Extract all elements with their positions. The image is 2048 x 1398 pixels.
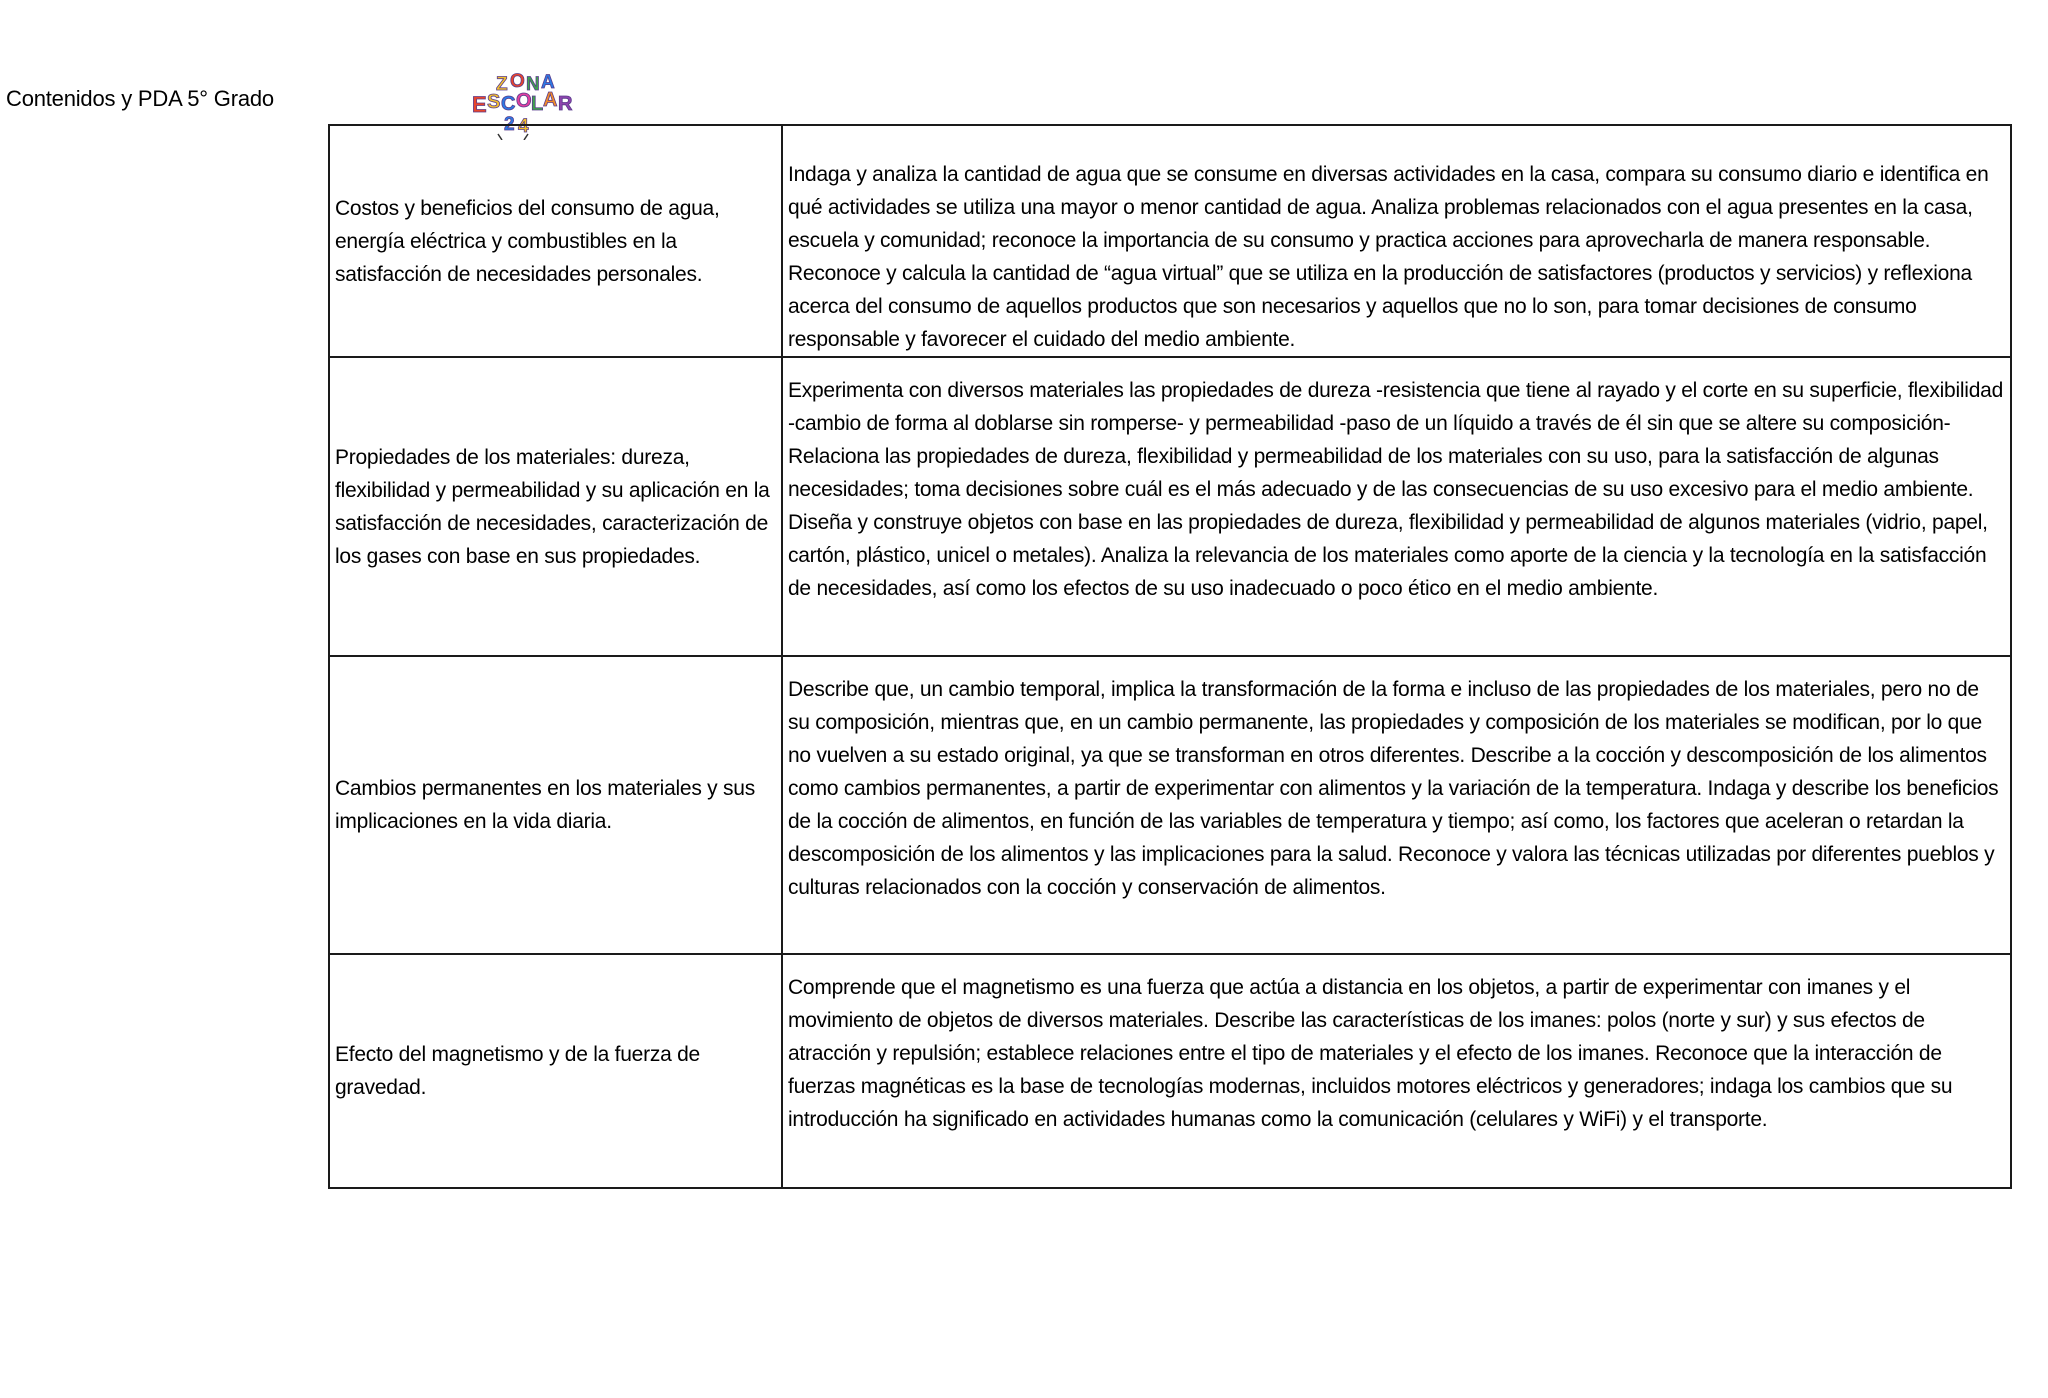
contenido-cell — [329, 954, 782, 1188]
svg-text:R: R — [558, 93, 573, 115]
pda-cell — [782, 656, 2011, 954]
svg-text:L: L — [531, 93, 544, 115]
pda-cell — [782, 125, 2011, 357]
pda-text: Experimenta con diversos materiales las propiedades de dureza -resistencia que tiene al rayado y el corte en su superficie, flexibilidad -cambio de forma al doblarse sin romperse- y permeabilidad -paso de un líquido a través de él sin que se altere su composición- Relaciona las propiedades de dureza, flexibilidad y permeabilidad de los materiales con su uso, para la satisfacción de algunas necesidades; toma decisiones sobre cuál es el más adecuado y de las consecuencias de su uso excesivo para el medio ambiente. Diseña y construye objetos con base en las propiedades de dureza, flexibilidad y permeabilidad de algunos materiales (vidrio, papel, cartón, plástico, unicel o metales). Analiza la relevancia de los materiales como aporte de la ciencia y la tecnología en la satisfacción de necesidades, así como los efectos de su uso inadecuado o poco ético en el medio ambiente. — [788, 379, 2004, 600]
table-row — [329, 125, 2011, 357]
contenido-text: Efecto del magnetismo y de la fuerza de gravedad. — [335, 1043, 700, 1099]
contents-pda-table — [328, 124, 2012, 1189]
contenido-text: Cambios permanentes en los materiales y sus implicaciones en la vida diaria. — [335, 777, 755, 833]
table-row — [329, 656, 2011, 954]
pda-cell — [782, 954, 2011, 1188]
table-row — [329, 954, 2011, 1188]
svg-text:E: E — [472, 92, 487, 117]
contenido-text: Costos y beneficios del consumo de agua, energía eléctrica y combustibles en la satisfacción de necesidades personales. — [335, 196, 720, 286]
svg-text:C: C — [501, 93, 516, 115]
svg-text:N: N — [526, 74, 540, 95]
table-row — [329, 357, 2011, 656]
svg-text:O: O — [516, 90, 532, 112]
contenido-text: Propiedades de los materiales: dureza, flexibilidad y permeabilidad y su aplicación en la satisfacción de necesidades, caracterización de los gases con base en sus propiedades. — [335, 445, 770, 568]
contenido-cell — [329, 656, 782, 954]
pda-text: Comprende que el magnetismo es una fuerza que actúa a distancia en los objetos, a partir de experimentar con imanes y el movimiento de objetos de diversos materiales. Describe las características de los imanes: polos (norte y sur) y sus efectos de atracción y repulsión; establece relaciones entre el tipo de materiales y el efecto de los imanes. Reconoce que la interacción de fuerzas magnéticas es la base de tecnologías modernas, incluidos motores eléctricos y generadores; indaga los cambios que su introducción ha significado en actividades humanas como la comunicación (celulares y WiFi) y el transporte. — [788, 976, 1953, 1131]
contenido-cell — [329, 357, 782, 656]
svg-text:A: A — [541, 72, 555, 93]
pda-text: Describe que, un cambio temporal, implica la transformación de la forma e incluso de las propiedades de los materiales, pero no de su composición, mientras que, en un cambio permanente, las propiedades y composición de los materiales se modifican, por lo que no vuelven a su estado original, ya que se transforman en otros diferentes. Describe a la cocción y descomposición de los alimentos como cambios permanentes, a partir de experimentar con alimentos y la variación de la temperatura. Indaga y describe los beneficios de la cocción de alimentos, en función de las variables de temperatura y tiempo; así como, los factores que aceleran o retardan la descomposición de los alimentos y las implicaciones para la salud. Reconoce y valora las técnicas utilizadas por diferentes pueblos y culturas relacionados con la cocción y conservación de alimentos. — [788, 678, 1999, 899]
svg-text:O: O — [510, 71, 525, 92]
pda-text: Indaga y analiza la cantidad de agua que se consume en diversas actividades en la casa, compara su consumo diario e identifica en qué actividades se utiliza una mayor o menor cantidad de agua. Analiza problemas relacionados con el agua presentes en la casa, escuela y comunidad; reconoce la importancia de su consumo y practica acciones para aprovecharla de manera responsable. Reconoce y calcula la cantidad de “agua virtual” que se utiliza en la producción de satisfactores (productos y servicios) y reflexiona acerca del consumo de aquellos productos que son necesarios y aquellos que no lo son, para tomar decisiones de consumo responsable y favorecer el cuidado del medio ambiente. — [788, 163, 1989, 351]
svg-text:4: 4 — [518, 116, 529, 137]
svg-text:A: A — [543, 89, 558, 111]
document-title: Contenidos y PDA 5° Grado — [6, 86, 274, 111]
svg-text:Z: Z — [496, 74, 508, 95]
contenido-cell — [329, 125, 782, 357]
svg-text:S: S — [487, 91, 501, 113]
pda-cell — [782, 357, 2011, 656]
svg-text:2: 2 — [504, 114, 515, 135]
